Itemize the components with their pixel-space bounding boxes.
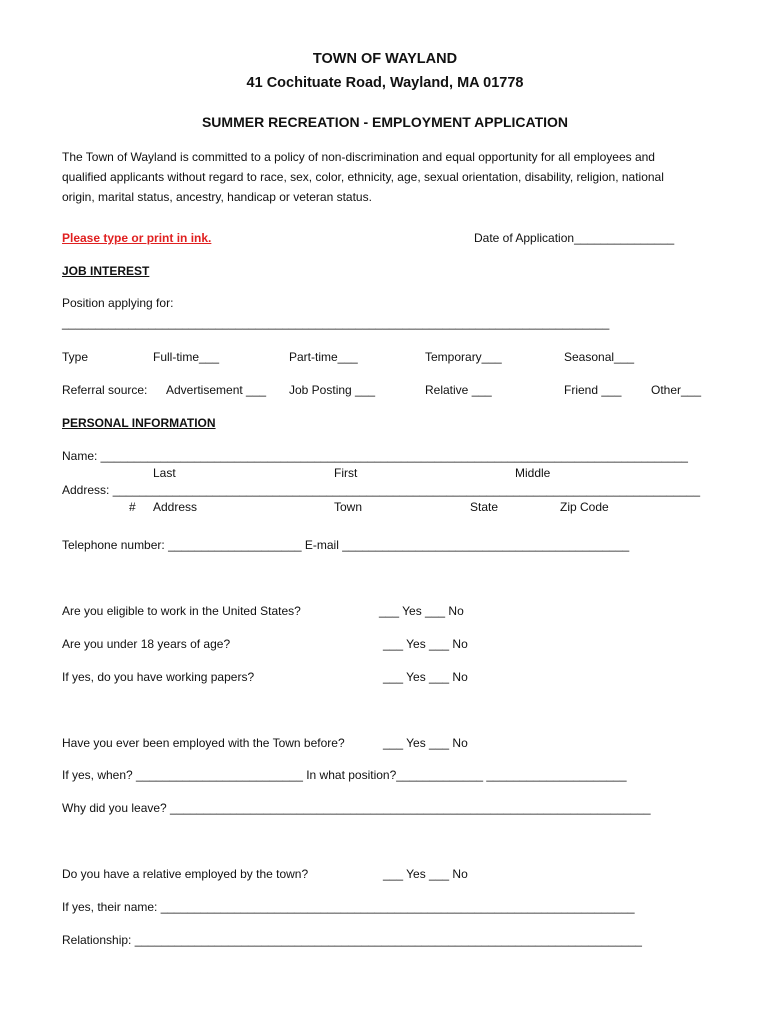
- address-zip-caption: Zip Code: [560, 500, 609, 514]
- address-number-caption: #: [129, 500, 136, 514]
- full-time-option[interactable]: Full-time___: [153, 350, 220, 364]
- referral-source-label: Referral source:: [62, 383, 148, 397]
- date-of-application-field[interactable]: Date of Application_______________: [474, 231, 675, 245]
- job-interest-heading: JOB INTEREST: [62, 264, 150, 278]
- town-name: TOWN OF WAYLAND: [312, 51, 458, 67]
- employed-before-answer[interactable]: ___ Yes ___ No: [383, 736, 468, 750]
- policy-line-2: qualified applicants without regard to race, sex, color, ethnicity, age, sexual orientation, disability, religion, national: [62, 170, 664, 184]
- job-posting-option[interactable]: Job Posting ___: [289, 383, 376, 397]
- form-title: SUMMER RECREATION - EMPLOYMENT APPLICATION: [201, 114, 569, 130]
- temporary-option[interactable]: Temporary___: [425, 350, 502, 364]
- other-option[interactable]: Other___: [651, 383, 702, 397]
- policy-line-1: The Town of Wayland is committed to a policy of non-discrimination and equal opportunity for all employees and: [62, 150, 655, 164]
- address-street-caption: Address: [153, 500, 198, 514]
- relationship-field[interactable]: Relationship: ____________________________________________________________________________: [62, 933, 642, 947]
- seasonal-option[interactable]: Seasonal___: [564, 350, 635, 364]
- name-first-caption: First: [334, 466, 358, 480]
- phone-email-field[interactable]: Telephone number: ____________________ E-mail ___________________________________________: [62, 538, 630, 552]
- policy-line-3: origin, marital status, ancestry, handicap or veteran status.: [62, 190, 372, 204]
- under-18-question: Are you under 18 years of age?: [62, 637, 231, 651]
- eligible-question: Are you eligible to work in the United States?: [62, 604, 301, 618]
- advertisement-option[interactable]: Advertisement ___: [166, 383, 267, 397]
- relative-option[interactable]: Relative ___: [425, 383, 492, 397]
- personal-info-heading: PERSONAL INFORMATION: [62, 416, 216, 430]
- working-papers-question: If yes, do you have working papers?: [62, 670, 255, 684]
- employed-before-question: Have you ever been employed with the Town before?: [62, 736, 345, 750]
- type-label: Type: [62, 350, 89, 364]
- name-middle-caption: Middle: [515, 466, 551, 480]
- position-label: Position applying for:: [62, 296, 174, 310]
- under-18-answer[interactable]: ___ Yes ___ No: [383, 637, 468, 651]
- town-address: 41 Cochituate Road, Wayland, MA 01778: [246, 75, 524, 91]
- address-state-caption: State: [470, 500, 499, 514]
- part-time-option[interactable]: Part-time___: [289, 350, 358, 364]
- relative-name-field[interactable]: If yes, their name: _______________________________________________________________________: [62, 900, 635, 914]
- name-field[interactable]: Name: ________________________________________________________________________________________: [62, 449, 688, 463]
- working-papers-answer[interactable]: ___ Yes ___ No: [383, 670, 468, 684]
- ink-instruction: Please type or print in ink.: [62, 231, 212, 245]
- relative-answer[interactable]: ___ Yes ___ No: [383, 867, 468, 881]
- why-leave-field[interactable]: Why did you leave? ________________________________________________________________________: [62, 801, 651, 815]
- address-field[interactable]: Address: ________________________________________________________________________________________: [62, 483, 700, 497]
- friend-option[interactable]: Friend ___: [564, 383, 622, 397]
- when-position-field[interactable]: If yes, when? _________________________ In what position?_____________ _____________________: [62, 768, 627, 782]
- relative-question: Do you have a relative employed by the town?: [62, 867, 309, 881]
- address-town-caption: Town: [334, 500, 363, 514]
- eligible-answer[interactable]: ___ Yes ___ No: [379, 604, 464, 618]
- name-last-caption: Last: [153, 466, 176, 480]
- position-field[interactable]: __________________________________________________________________________________: [62, 316, 610, 330]
